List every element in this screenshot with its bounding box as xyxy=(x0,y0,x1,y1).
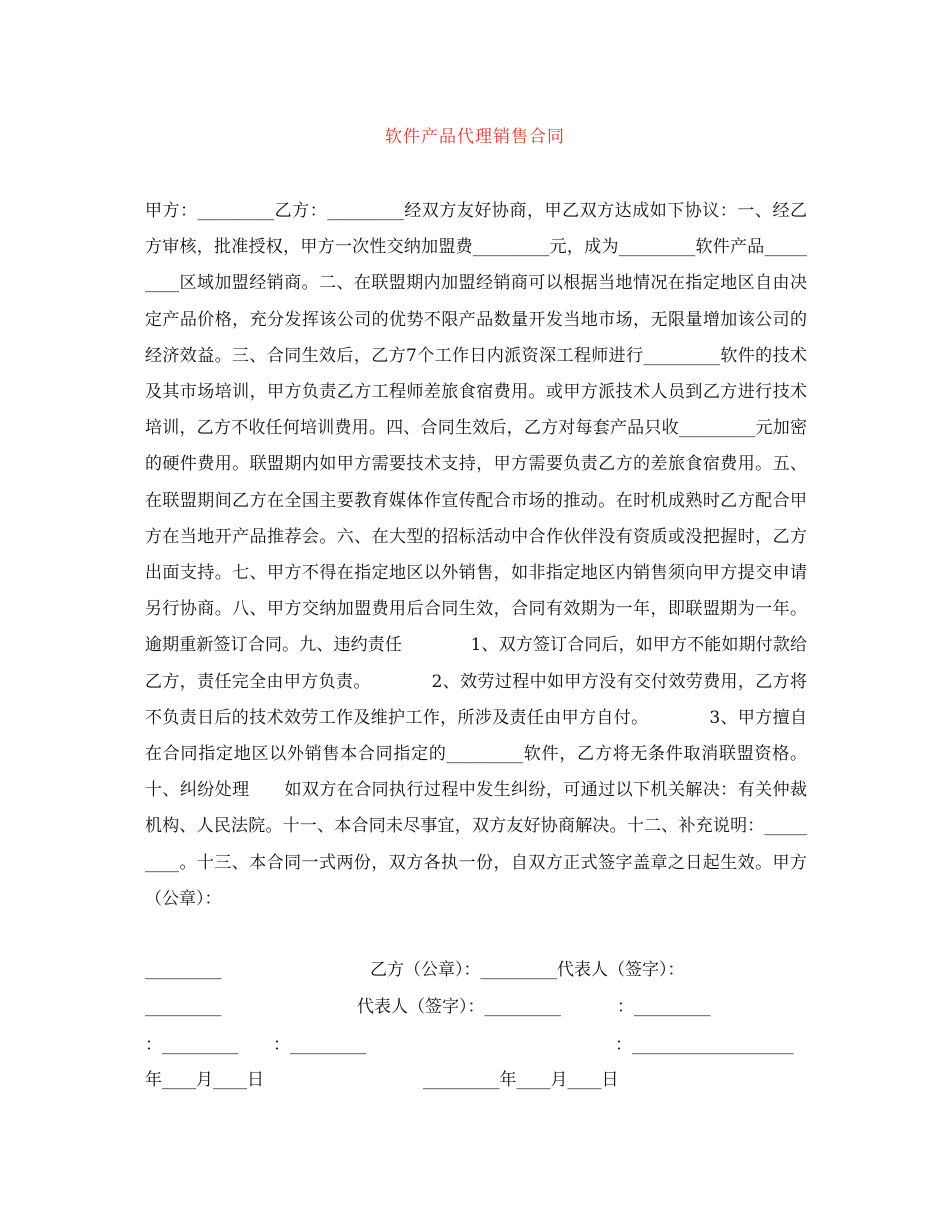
representative-line: 代表人（签字）：_________ xyxy=(357,997,561,1017)
colon-blank-1: ：_________ xyxy=(617,997,711,1017)
document-title: 软件产品代理销售合同 xyxy=(385,127,565,147)
date-party-b: _________年____月____日 xyxy=(423,1070,619,1090)
date-party-a: 年____月____日 xyxy=(145,1070,264,1090)
signature-row-3 xyxy=(145,1030,807,1060)
party-b-seal-line: 乙方（公章）：_________代表人（签字）： xyxy=(370,960,685,980)
colon-blank-4: ：___________________ xyxy=(615,1035,794,1055)
party-a-rep-blank: _________ xyxy=(145,997,222,1017)
colon-blank-3: ：_________ xyxy=(273,1035,367,1055)
colon-blank-2: ：_________ xyxy=(145,1035,239,1055)
signature-row-4 xyxy=(145,1065,807,1095)
contract-body: 甲方：_________乙方：_________经双方友好协商，甲乙双方达成如下协议：一、经乙方审核，批准授权，甲方一次性交纳加盟费_________元，成为_________软件产品_________区域加盟经销商。二、在联盟期内加盟经销商可以根据当地情况在指定地区自由决定产品价格，充分发挥该公司的优势不限产品数量开发当地市场，无限量增加该公司的经济效益。三、合同生效后，乙方7个工作日内派资深工程师进行_________软件的技术及其市场培训，甲方负责乙方工程师差旅食宿费用。或甲方派技术人员到乙方进行技术培训，乙方不收任何培训费用。四、合同生效后，乙方对每套产品只收_________元加密的硬件费用。联盟期内如甲方需要技术支持，甲方需要负责乙方的差旅食宿费用。五、在联盟期间乙方在全国主要教育媒体作宣传配合市场的推动。在时机成熟时乙方配合甲方在当地开产品推荐会。六、在大型的招标活动中合作伙伴没有资质或没把握时，乙方出面支持。七、甲方不得在指定地区以外销售，如非指定地区内销售须向甲方提交申请另行协商。八、甲方交纳加盟费用后合同生效，合同有效期为一年，即联盟期为一年。逾期重新签订合同。九、违约责任 1、双方签订合同后，如甲方不能如期付款给乙方，责任完全由甲方负责。 2、效劳过程中如甲方没有交付效劳费用，乙方将不负责日后的技术效劳工作及维护工作，所涉及责任由甲方自付。 3、甲方擅自在合同指定地区以外销售本合同指定的_________软件，乙方将无条件取消联盟资格。十、纠纷处理 如双方在合同执行过程中发生纠纷，可通过以下机关解决：有关仲裁机构、人民法院。十一、本合同未尽事宜，双方友好协商解决。十二、补充说明：_________。十三、本合同一式两份，双方各执一份，自双方正式签字盖章之日起生效。甲方（公章）： xyxy=(145,201,807,909)
signature-row-2 xyxy=(145,992,807,1022)
signature-row-1 xyxy=(145,955,807,985)
party-a-seal-blank: _________ xyxy=(145,960,222,980)
